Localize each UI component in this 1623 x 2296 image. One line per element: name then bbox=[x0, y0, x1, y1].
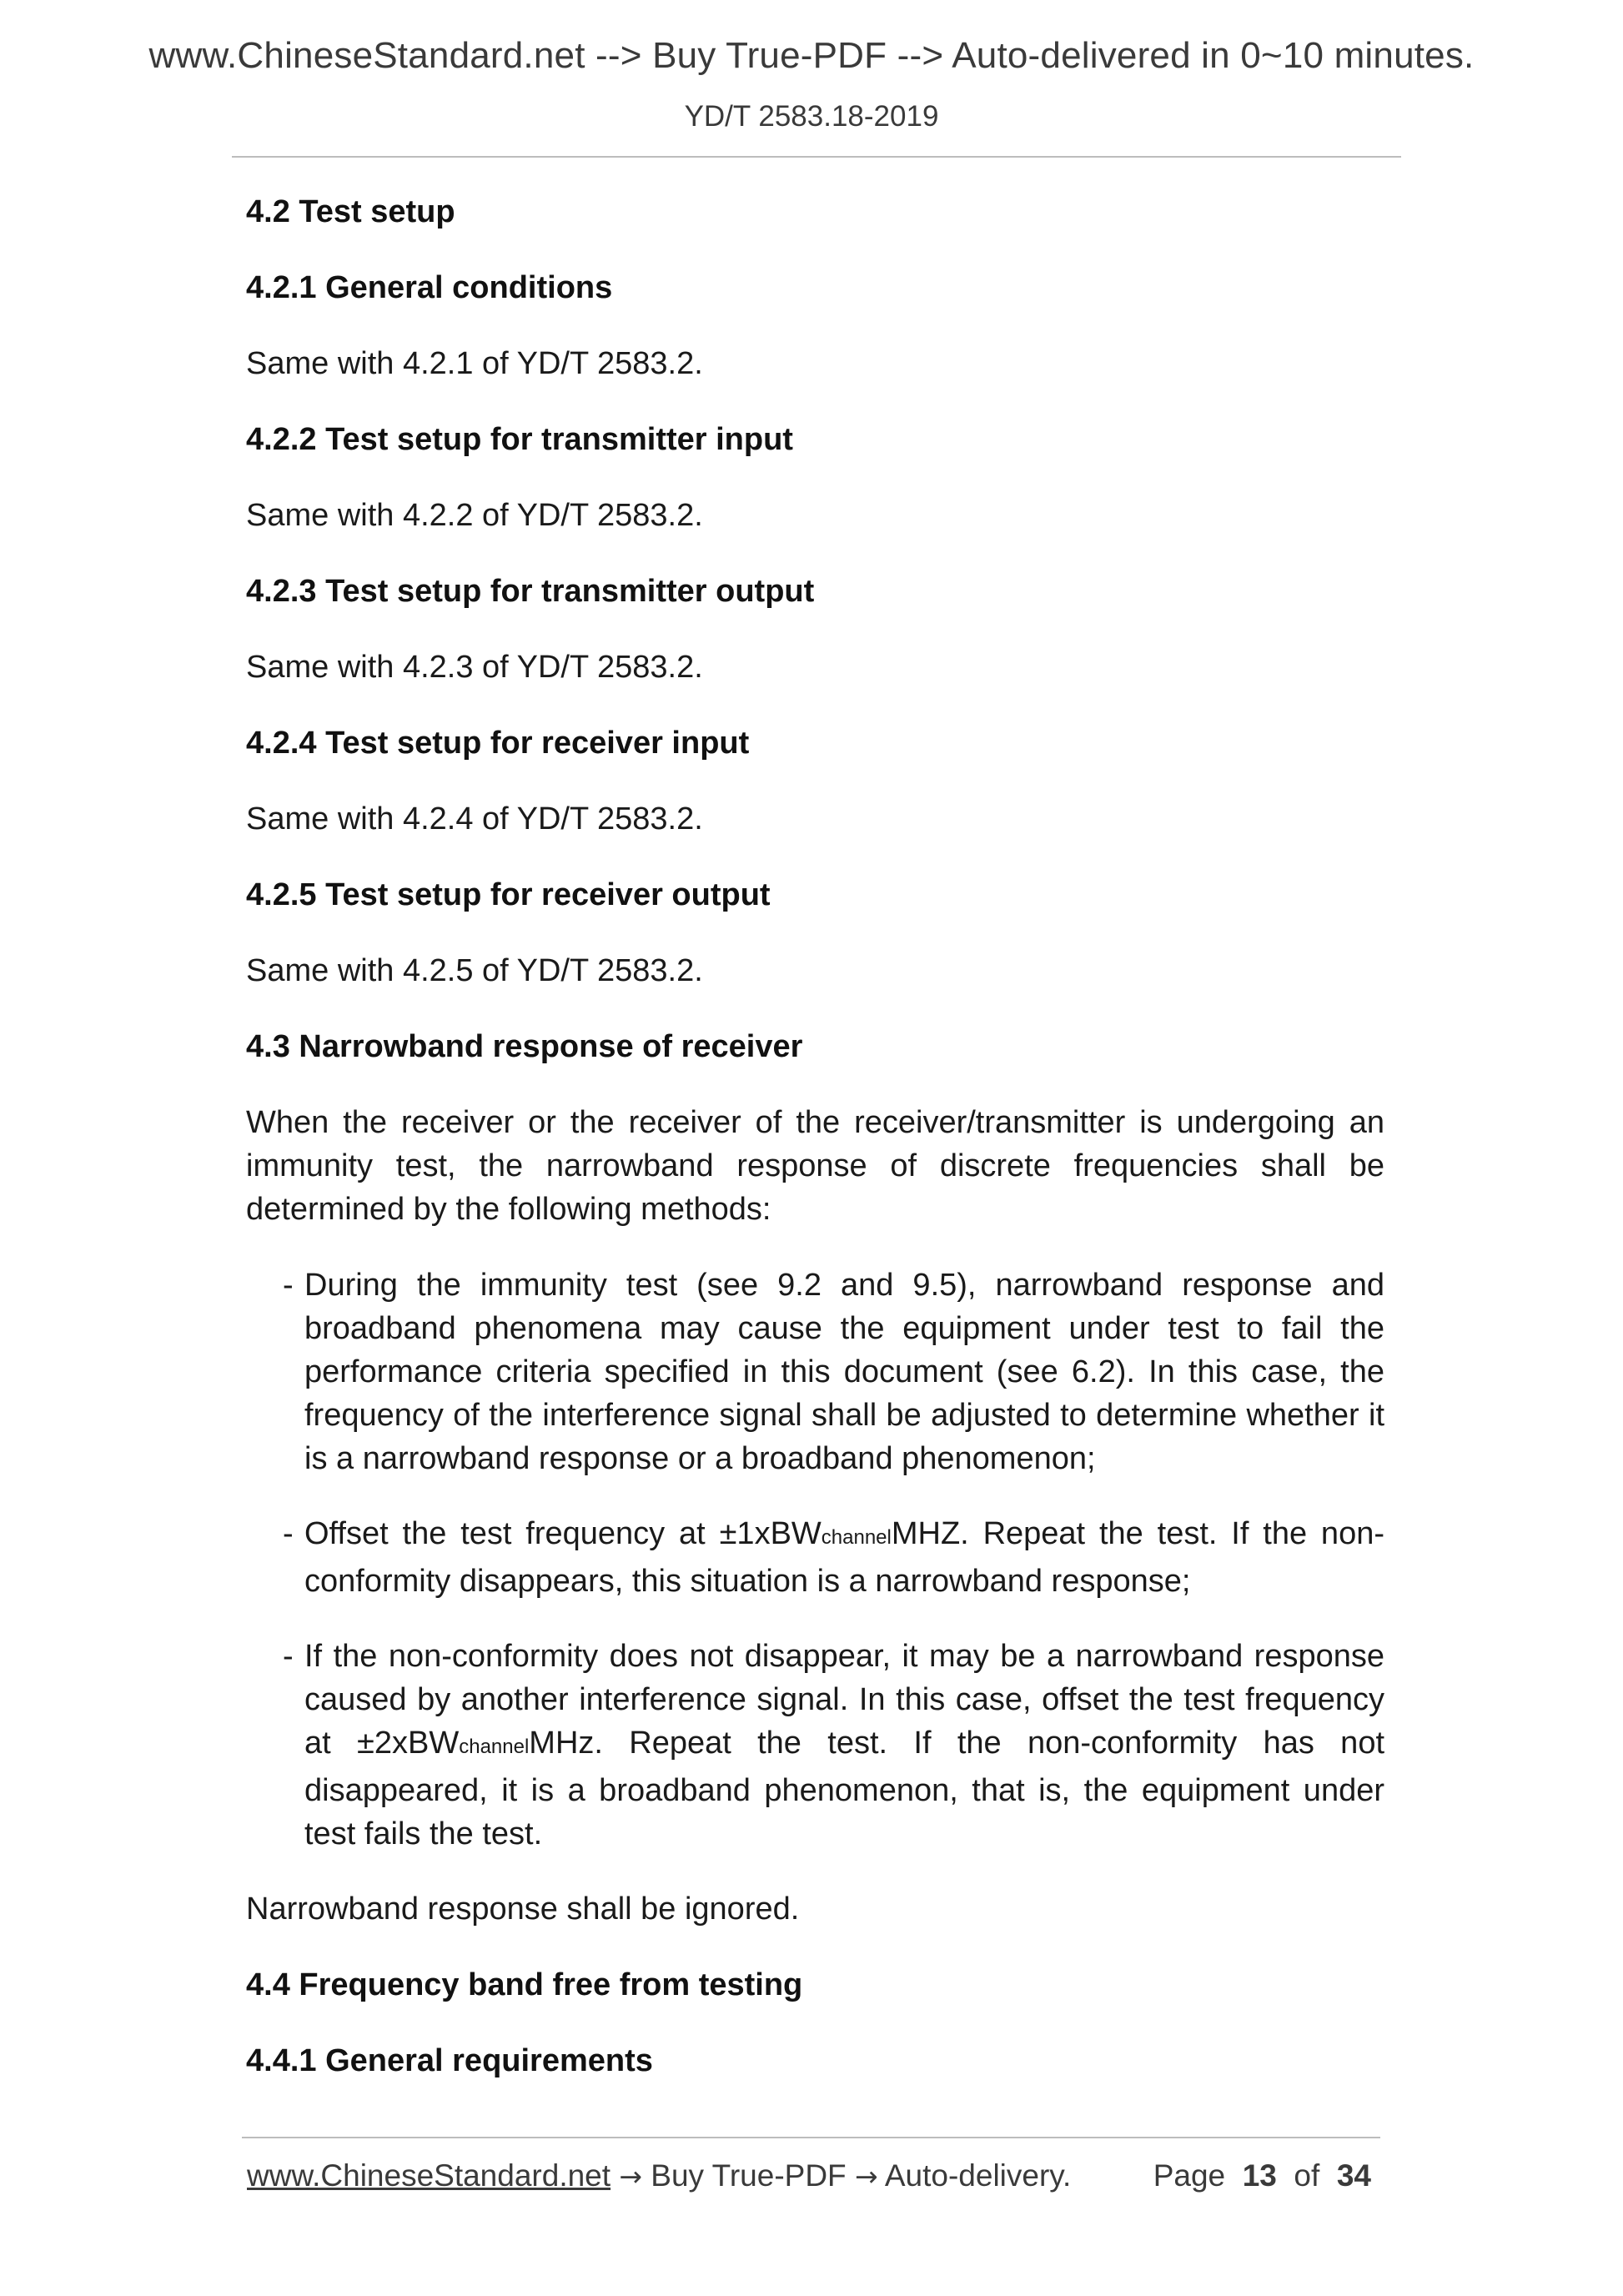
bullet-3-subscript: channel bbox=[459, 1736, 530, 1758]
right-arrow-icon: → bbox=[619, 2160, 642, 2193]
bullet-1-text: During the immunity test (see 9.2 and 9.5), narrowband response and broadband phenomena may cause the equipment under test to fail the performance criteria specified in this document (see 6.2). In this case, the frequency of the interference signal shall be adjusted to determine whether it is a narrowband response or a broadband phenomenon; bbox=[304, 1268, 1384, 1476]
section-4-2-3-text: Same with 4.2.3 of YD/T 2583.2. bbox=[246, 650, 703, 685]
bullet-item-1 bbox=[246, 1264, 1384, 1480]
section-4-2-3-heading: 4.2.3 Test setup for transmitter output bbox=[246, 574, 815, 609]
page-total: 34 bbox=[1336, 2158, 1371, 2193]
site-banner: www.ChineseStandard.net --> Buy True-PDF --> Auto-delivered in 0~10 minutes. bbox=[148, 35, 1475, 76]
footer-buy-text: Buy True-PDF bbox=[651, 2158, 847, 2193]
bullet-item-3 bbox=[246, 1635, 1384, 1856]
page-indicator bbox=[1153, 2158, 1371, 2193]
bullet-dash: - bbox=[283, 1516, 294, 1551]
section-4-2-2-text: Same with 4.2.2 of YD/T 2583.2. bbox=[246, 498, 703, 533]
section-4-2-5-text: Same with 4.2.5 of YD/T 2583.2. bbox=[246, 953, 703, 988]
bullet-item-2 bbox=[246, 1512, 1384, 1603]
section-4-2-1-text: Same with 4.2.1 of YD/T 2583.2. bbox=[246, 346, 703, 381]
section-4-3-heading: 4.3 Narrowband response of receiver bbox=[246, 1029, 803, 1064]
page-content bbox=[246, 190, 1384, 2115]
section-4-2-4-text: Same with 4.2.4 of YD/T 2583.2. bbox=[246, 801, 703, 837]
section-4-4-1-heading: 4.4.1 General requirements bbox=[246, 2043, 653, 2078]
of-label: of bbox=[1294, 2158, 1320, 2193]
footer-divider bbox=[242, 2137, 1380, 2138]
document-code: YD/T 2583.18-2019 bbox=[684, 100, 939, 133]
section-4-2-5-heading: 4.2.5 Test setup for receiver output bbox=[246, 877, 771, 912]
bullet-2-subscript: channel bbox=[821, 1526, 892, 1549]
section-4-3-intro: When the receiver or the receiver of the receiver/transmitter is undergoing an immunity test, the narrowband response of discrete frequencies shall be determined by the following methods: bbox=[246, 1105, 1384, 1227]
bullet-3-text-end: MHz. Repeat the test. If the non-conformity has not disappeared, it is a broadband phenomenon, that is, the equipment under test fails the test. bbox=[304, 1726, 1385, 1851]
section-4-2-4-heading: 4.2.4 Test setup for receiver input bbox=[246, 726, 750, 761]
bullet-2-text-end: MHZ. Repeat the test. If the non-conformity disappears, this situation is a narrowband response; bbox=[304, 1516, 1384, 1599]
right-arrow-icon: → bbox=[854, 2160, 878, 2193]
bullet-dash: - bbox=[283, 1639, 294, 1674]
section-4-2-1-heading: 4.2.1 General conditions bbox=[246, 270, 613, 305]
section-4-2-heading: 4.2 Test setup bbox=[246, 194, 455, 229]
page-label: Page bbox=[1153, 2158, 1226, 2193]
header-divider bbox=[232, 156, 1401, 158]
footer-site-link[interactable]: www.ChineseStandard.net bbox=[247, 2158, 611, 2193]
page-footer bbox=[247, 2158, 1381, 2193]
section-4-4-heading: 4.4 Frequency band free from testing bbox=[246, 1967, 803, 2002]
page-number: 13 bbox=[1242, 2158, 1277, 2193]
bullet-dash: - bbox=[283, 1268, 294, 1303]
section-4-3-note: Narrowband response shall be ignored. bbox=[246, 1892, 800, 1927]
footer-delivery-text: Auto-delivery. bbox=[884, 2158, 1072, 2193]
bullet-3-text-start: If the non-conformity does not disappear, it may be a narrowband response caused by another interference signal. In this case, offset the test frequency at ±2xBW bbox=[304, 1639, 1384, 1761]
section-4-2-2-heading: 4.2.2 Test setup for transmitter input bbox=[246, 422, 793, 457]
bullet-2-text-start: Offset the test frequency at ±1xBW bbox=[304, 1516, 822, 1551]
